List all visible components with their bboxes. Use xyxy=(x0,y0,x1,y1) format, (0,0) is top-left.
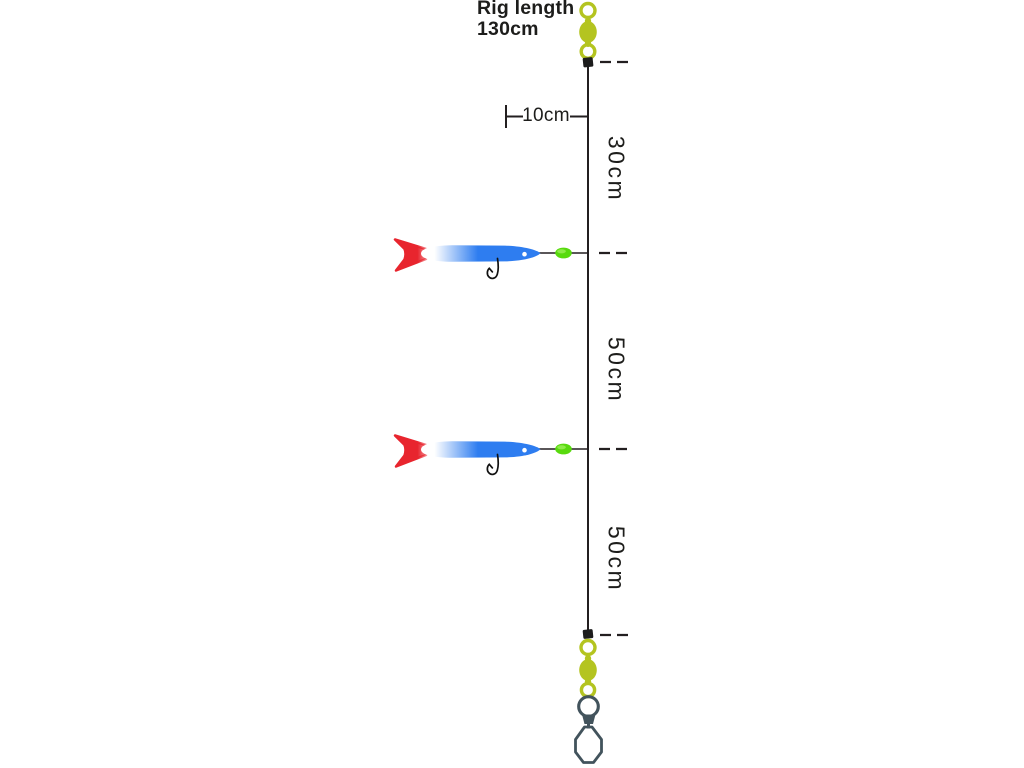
fish-lure-icon-2 xyxy=(395,436,589,475)
snap-clip-icon xyxy=(576,697,602,763)
dropper-length-label: 10cm xyxy=(522,105,570,126)
segment-length-label-3: 50cm xyxy=(603,525,630,593)
top-knot xyxy=(583,57,594,67)
rig-length-title xyxy=(477,0,574,39)
bottom-swivel-icon xyxy=(579,629,597,697)
rig-length-title-line2: 130cm xyxy=(477,17,539,40)
top-swivel-icon xyxy=(579,4,597,68)
bottom-knot xyxy=(583,629,594,639)
segment-length-label-1: 30cm xyxy=(603,135,630,203)
rig-length-title-line1: Rig length xyxy=(477,0,575,19)
segment-length-label-2: 50cm xyxy=(603,336,630,404)
fish-lure-icon-1 xyxy=(395,240,589,279)
